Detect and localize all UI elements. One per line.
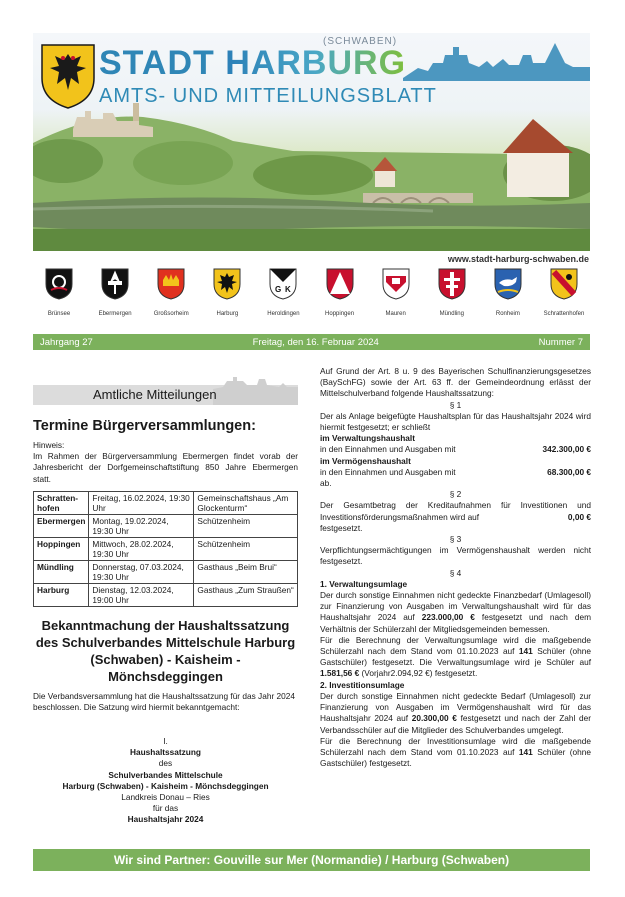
crest-item	[370, 268, 422, 326]
crest-item	[201, 268, 253, 326]
crest-item	[89, 268, 141, 326]
satzung-line: Landkreis Donau – Ries	[121, 792, 210, 803]
crest-item	[314, 268, 366, 326]
issue-date: Freitag, den 16. Februar 2024	[252, 336, 379, 348]
crest-label: Harburg	[216, 311, 239, 317]
table-cell-venue: Gemeinschaftshaus „Am Glockenturm“	[194, 492, 298, 515]
verwaltungshaushalt-row	[320, 444, 591, 455]
iu-text-c: Für die Berechnung der Investitionsumlage wird die maßgebende Schülerzahl nach dem Stand vom 01.10.2023 auf	[320, 735, 591, 757]
verwaltungshaushalt-label: im Verwaltungshaushalt	[320, 433, 415, 444]
table-cell-date: Dienstag, 12.03.2024, 19:00 Uhr	[89, 584, 194, 607]
section-title: Amtliche Mitteilungen	[93, 387, 217, 402]
crest-muendling-icon	[438, 268, 466, 300]
paragraph-2-marker: § 2	[449, 489, 462, 500]
iu-text-d: Schüler (ohne Gastschüler) festgesetzt.	[320, 746, 591, 769]
investitionsumlage-berechnung	[320, 736, 591, 770]
crest-grosssorheim-icon	[157, 268, 185, 300]
vu-count: 141	[518, 646, 533, 657]
table-cell-place: Ebermergen	[34, 515, 89, 538]
ab-text: ab.	[320, 478, 332, 489]
table-cell-date: Donnerstag, 07.03.2024, 19:30 Uhr	[89, 561, 194, 584]
crest-harburg-icon	[213, 268, 241, 300]
table-cell-venue: Schützenheim	[194, 515, 298, 538]
table-row	[34, 561, 298, 584]
paragraph-2-text	[320, 500, 591, 522]
right-column	[320, 366, 591, 769]
satzung-line: Schulverbandes Mittelschule	[108, 769, 223, 780]
masthead-subtitle: AMTS- UND MITTEILUNGSBLATT	[99, 85, 437, 107]
paragraph-2-text-a: Der Gesamtbetrag der Kreditaufnahmen für Investitionen und Investitionsförderungsmaßnahmen wird auf	[320, 500, 591, 522]
vu-text-e: (Vorjahr2.094,92 €) festgesetzt.	[361, 668, 478, 679]
title-harburg: HARBURG	[225, 44, 407, 82]
satzung-title-block	[33, 736, 298, 826]
village-crests-row	[33, 268, 590, 326]
table-row	[34, 538, 298, 561]
issue-number: Nummer 7	[538, 336, 583, 348]
crest-item	[33, 268, 85, 326]
crest-mauren-icon	[382, 268, 410, 300]
vu-text-b: festgesetzt und nach dem Verhältnis der Schülerzahl der Mitgliedsgemeinden bemessen.	[320, 612, 592, 634]
verwaltungsumlage-berechnung	[320, 635, 591, 680]
vermoegenshaushalt-amount: 68.300,00 €	[547, 466, 591, 477]
table-row	[34, 492, 298, 515]
verwaltungshaushalt-line: in den Einnahmen und Ausgaben mit	[320, 444, 456, 455]
section-banner	[33, 377, 298, 405]
satzung-line: für das	[152, 803, 179, 814]
castle-silhouette-icon	[213, 377, 298, 405]
vermoegenshaushalt-label: im Vermögenshaushalt	[320, 455, 411, 466]
paragraph-1-marker: § 1	[449, 399, 462, 410]
title-schwaben: (SCHWABEN)	[323, 36, 398, 47]
svg-text:K: K	[285, 285, 292, 294]
satzung-line: Harburg (Schwaben) - Kaisheim - Mönchsdeggingen	[62, 780, 269, 791]
vermoegenshaushalt-line: in den Einnahmen und Ausgaben mit	[320, 466, 456, 477]
hinweis-label: Hinweis:	[33, 440, 65, 450]
crest-label: Schrattenhofen	[543, 311, 585, 317]
crest-label: Hoppingen	[325, 311, 355, 317]
table-cell-venue: Gasthaus „Beim Brui“	[194, 561, 298, 584]
iu-text-a: Der durch sonstige Einnahmen nicht gedeckte Bedarf (Umlagesoll) zur Finanzierung von Ausgaben im Vermögenshaushalt wird für das Haushaltsjahr 2024 auf	[320, 690, 591, 724]
crest-label: Großsorheim	[153, 311, 189, 317]
title-stadt: STADT	[99, 44, 215, 82]
iu-count: 141	[518, 746, 533, 757]
satzung-line: Haushaltsjahr 2024	[127, 814, 204, 825]
crest-item	[257, 268, 309, 326]
satzung-line: Haushaltssatzung	[130, 747, 201, 758]
satzung-roman: I.	[163, 736, 168, 746]
paragraph-2-text-b: festgesetzt.	[320, 522, 363, 533]
crest-label: Mauren	[385, 311, 406, 317]
crest-item	[145, 268, 197, 326]
iu-amount: 20.300,00 €	[411, 713, 457, 724]
crest-label: Mündling	[439, 311, 464, 317]
table-cell-venue: Gasthaus „Zum Straußen“	[194, 584, 298, 607]
table-cell-date: Mittwoch, 28.02.2024, 19:30 Uhr	[89, 538, 194, 561]
crest-ronheim-icon	[494, 268, 522, 300]
vu-amount: 223.000,00 €	[421, 612, 475, 623]
vu-text-a: Der durch sonstige Einnahmen nicht gedeckte Finanzbedarf (Umlagesoll) zur Finanzierung von Ausgaben im Verwaltungshaushalt wird für das Haushaltsjahr 2024 auf	[320, 590, 591, 623]
hinweis-text: Im Rahmen der Bürgerversammlung Ebermergen findet vorab der Jahresbericht der Dorfgemeinschaftstiftung 850 Jahre Ebermergen statt.	[33, 451, 298, 484]
termine-heading: Termine Bürgerversammlungen:	[33, 418, 256, 434]
partner-footer: Wir sind Partner: Gouville sur Mer (Normandie) / Harburg (Schwaben)	[33, 849, 590, 871]
issue-jahrgang: Jahrgang 27	[40, 336, 93, 348]
masthead-title	[99, 44, 406, 83]
bekanntmachung-heading: Bekanntmachung der Haushaltssatzung des Schulverbandes Mittelschule Harburg (Schwaben) - Kaisheim - Mönchsdeggingen	[35, 618, 296, 684]
crest-item	[482, 268, 534, 326]
vu-text-d: Schüler (ohne Gastschüler) festgesetzt. Die Verwaltungsumlage wird je Schüler auf	[320, 646, 591, 668]
crest-heroldingen-icon	[269, 268, 297, 300]
kredit-amount: 0,00 €	[567, 511, 591, 522]
table-row	[34, 515, 298, 538]
vu-per-student: 1.581,56 €	[320, 668, 360, 679]
bekanntmachung-text: Die Verbandsversammlung hat die Haushaltssatzung für das Jahr 2024 beschlossen. Die Satzung wird hiermit bekanntgemacht:	[33, 691, 295, 713]
crest-schrattenhofen-icon	[550, 268, 578, 300]
crest-label: Ronheim	[495, 311, 520, 317]
crest-label: Ebermergen	[98, 311, 132, 317]
crest-hoppingen-icon	[326, 268, 354, 300]
verwaltungsumlage-heading: 1. Verwaltungsumlage	[320, 578, 408, 589]
table-cell-venue: Schützenheim	[194, 538, 298, 561]
table-cell-date: Freitag, 16.02.2024, 19:30 Uhr	[89, 492, 194, 515]
satzung-line: des	[158, 758, 173, 769]
iu-text-b: festgesetzt und nach der Zahl der Verbandsschüler auf die Mitglieder des Schulverbandes umgelegt.	[320, 713, 591, 735]
investitionsumlage-heading: 2. Investitionsumlage	[320, 679, 405, 690]
paragraph-1-text: Der als Anlage beigefügte Haushaltsplan für das Haushaltsjahr 2024 wird hiermit festgesetzt; er schließt	[320, 410, 591, 433]
harburg-coat-of-arms-icon	[39, 42, 97, 110]
crest-item	[426, 268, 478, 326]
investitionsumlage-text	[320, 691, 591, 736]
issue-info-bar	[33, 334, 590, 350]
vermoegenshaushalt-row	[320, 467, 591, 478]
crest-ebermergen-icon	[101, 268, 129, 300]
website-url[interactable]: www.stadt-harburg-schwaben.de	[447, 254, 589, 264]
paragraph-3-marker: § 3	[449, 534, 462, 545]
crest-label: Brünsee	[47, 311, 71, 317]
table-cell-place: Mündling	[34, 561, 89, 584]
table-cell-place: Hoppingen	[34, 538, 89, 561]
masthead	[33, 33, 590, 251]
table-row	[34, 584, 298, 607]
crest-label: Heroldingen	[267, 311, 300, 317]
crest-bruensee-icon	[45, 268, 73, 300]
paragraph-4-marker: § 4	[449, 567, 462, 578]
crest-item	[538, 268, 590, 326]
table-cell-date: Montag, 19.02.2024, 19:30 Uhr	[89, 515, 194, 538]
table-cell-place: Harburg	[34, 584, 89, 607]
verwaltungsumlage-text	[320, 590, 591, 635]
vu-text-c: Für die Berechnung der Verwaltungsumlage wird die maßgebende Schülerzahl nach dem Stand vom 01.10.2023 auf	[320, 634, 591, 657]
versammlungen-table	[33, 491, 298, 607]
verwaltungshaushalt-amount: 342.300,00 €	[542, 444, 591, 455]
intro-text: Auf Grund der Art. 8 u. 9 des Bayerischen Schulfinanzierungsgesetzes (BaySchFG) sowie der Art. 63 ff. der Gemeindeordnung erlässt der Mittelschulverband folgende Haushaltssatzung:	[320, 366, 591, 399]
paragraph-3-text: Verpflichtungsermächtigungen im Vermögenshaushalt werden nicht festgesetzt.	[320, 545, 591, 567]
svg-text:G: G	[275, 285, 282, 294]
table-cell-place: Schratten-hofen	[34, 492, 89, 515]
